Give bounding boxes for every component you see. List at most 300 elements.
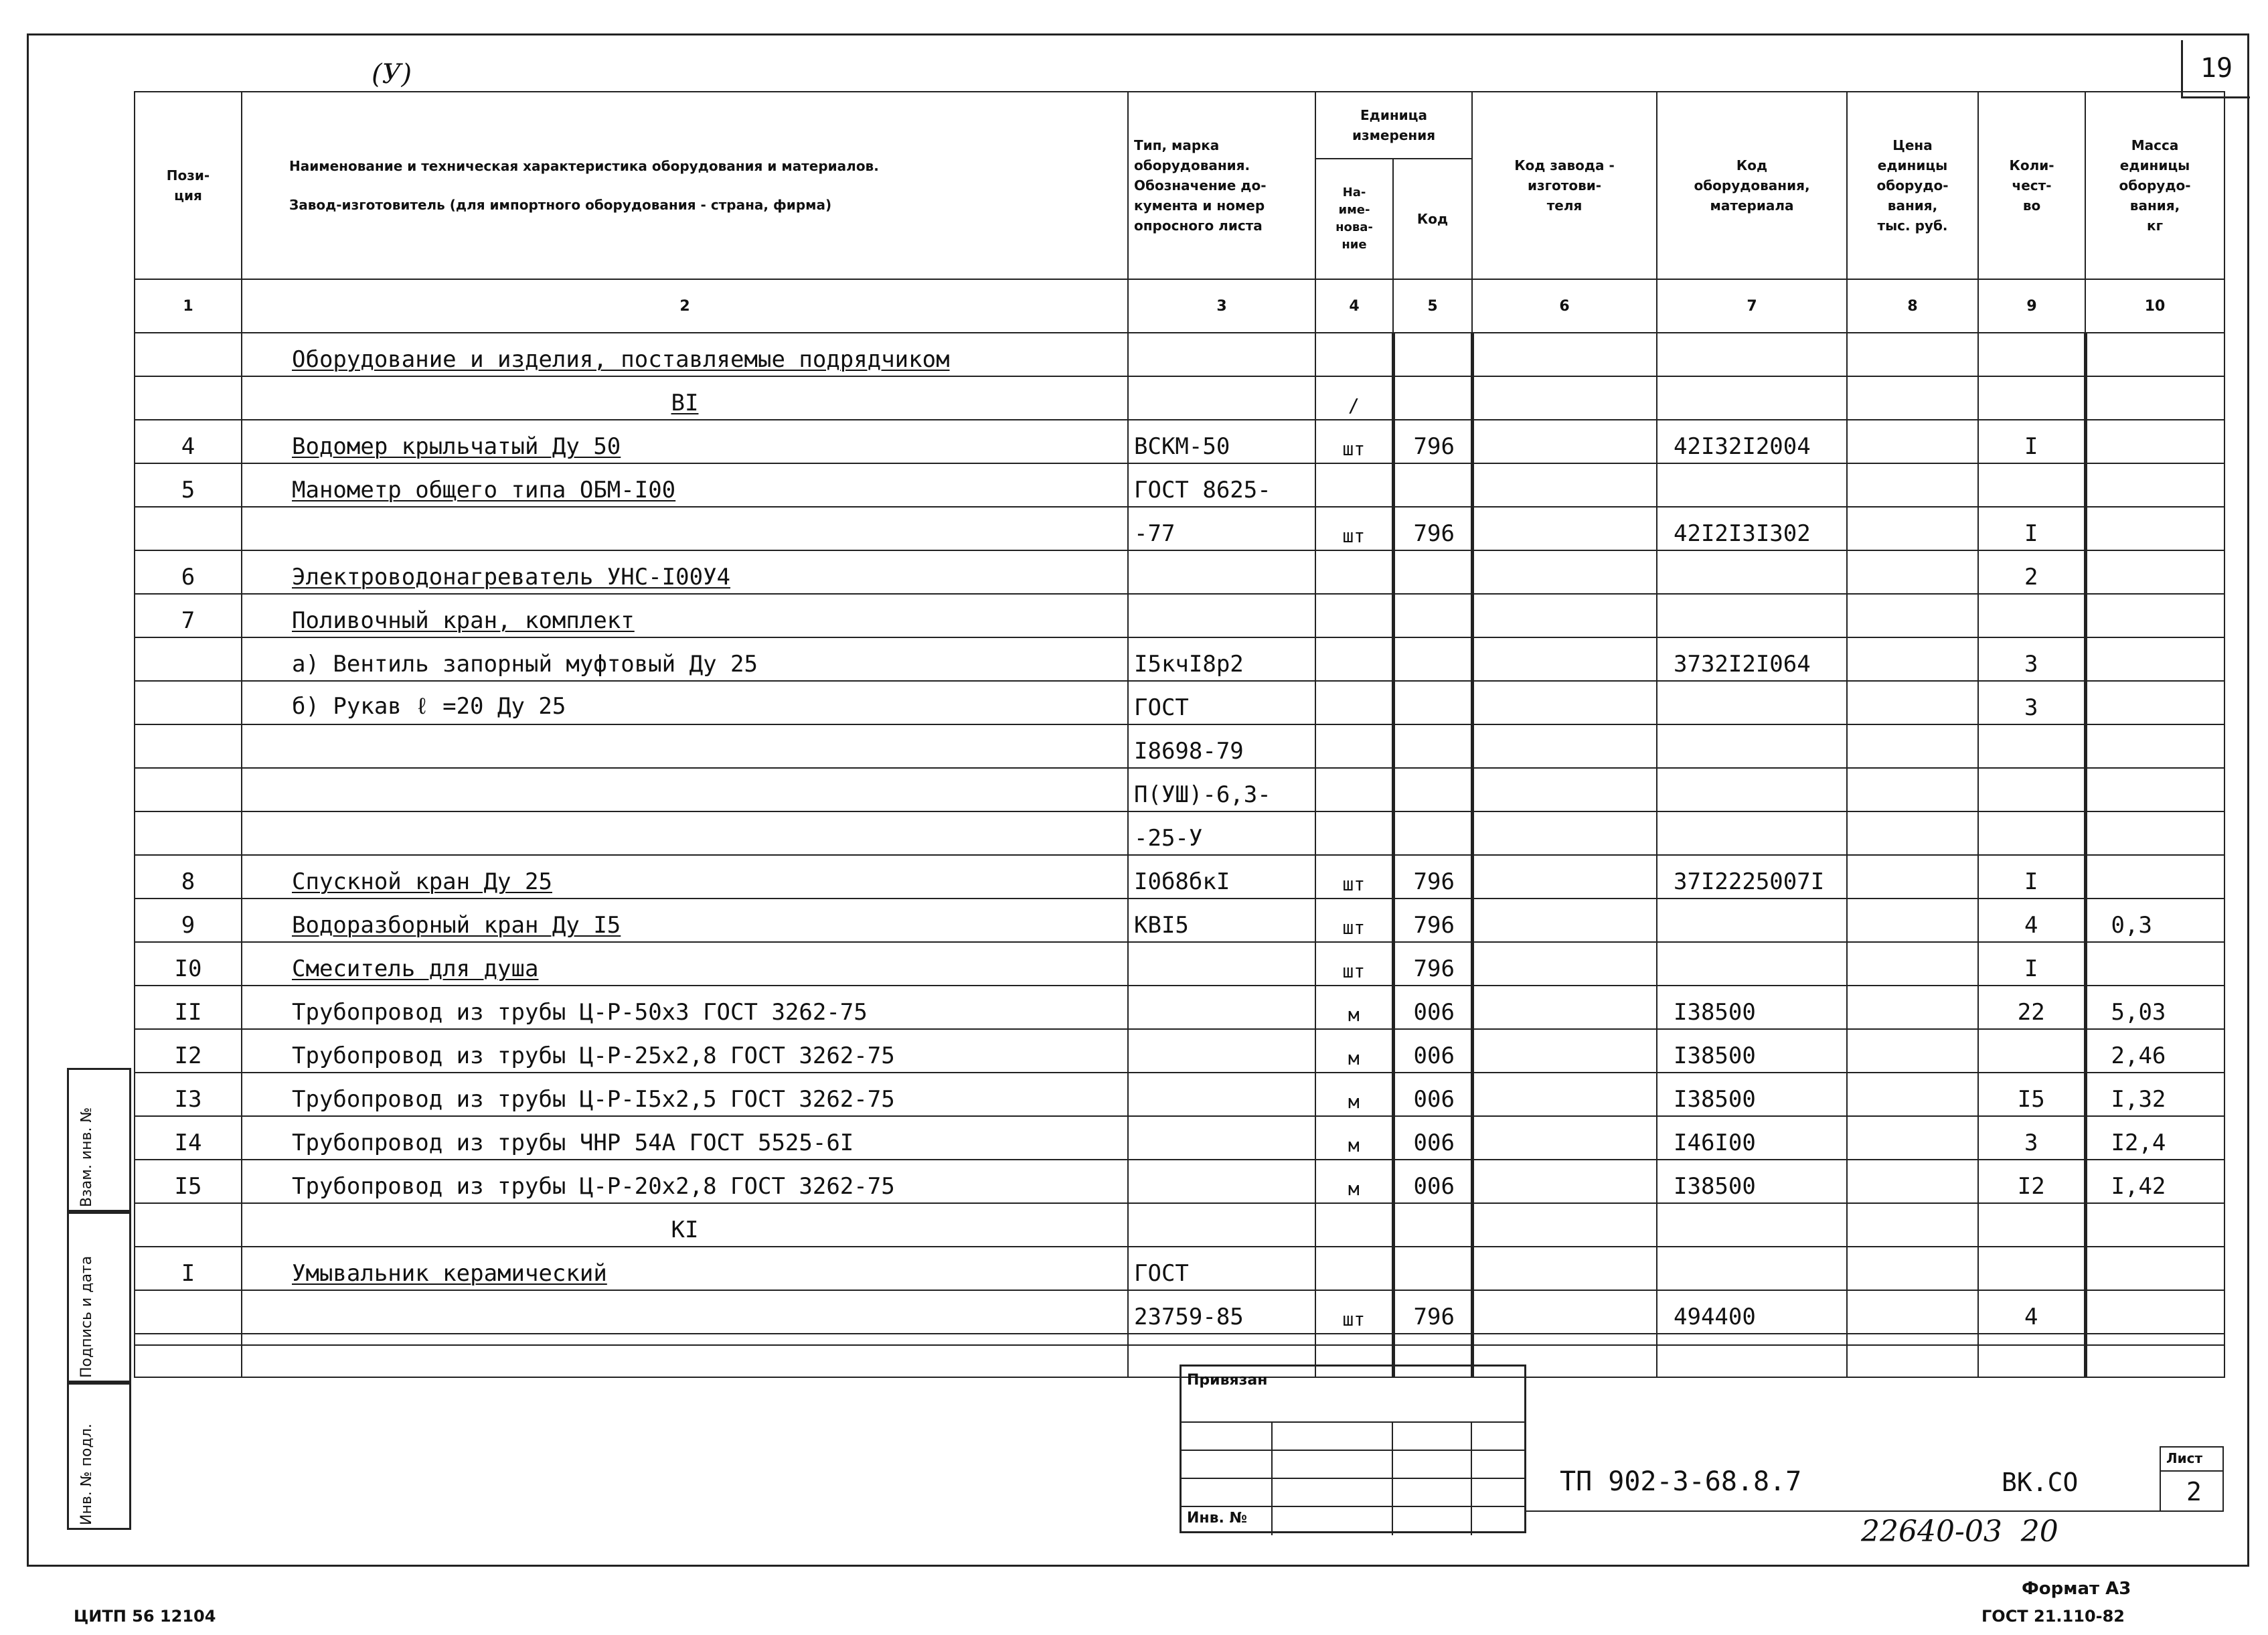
- row-position: [135, 333, 242, 376]
- column-number-10: 10: [2085, 279, 2224, 333]
- row-unit: шт: [1315, 942, 1393, 986]
- row-plant-code: [1472, 507, 1657, 550]
- table-row: [135, 811, 2224, 855]
- row-quantity: [1978, 1334, 2085, 1377]
- row-unit-code: [1393, 550, 1472, 594]
- row-quantity: I5: [1978, 1073, 2085, 1116]
- row-unit: [1315, 637, 1393, 681]
- side-label-inv: Инв. № подл.: [78, 1423, 95, 1525]
- specification-table: [134, 91, 2225, 1378]
- col-header-plant-code: Код завода - изготови- теля: [1472, 92, 1657, 279]
- row-mass: [2085, 463, 2224, 507]
- row-position: [135, 1290, 242, 1334]
- row-position: [135, 637, 242, 681]
- row-name: Электроводонагреватель УНС-I00У4: [242, 550, 1128, 594]
- row-position: [135, 376, 242, 420]
- table-row: [135, 1116, 2224, 1160]
- row-price: [1847, 724, 1978, 768]
- row-price: [1847, 1203, 1978, 1247]
- row-unit: м: [1315, 1116, 1393, 1160]
- row-position: I3: [135, 1073, 242, 1116]
- row-material-code: 42I2I3I302: [1657, 507, 1847, 550]
- row-unit-code: [1393, 768, 1472, 811]
- row-name: Манометр общего типа ОБМ-I00: [242, 463, 1128, 507]
- row-price: [1847, 594, 1978, 637]
- row-price: [1847, 811, 1978, 855]
- row-type: ГОСТ: [1128, 681, 1315, 724]
- row-material-code: I38500: [1657, 1160, 1847, 1203]
- row-quantity: 3: [1978, 681, 2085, 724]
- row-plant-code: [1472, 550, 1657, 594]
- row-unit: м: [1315, 1160, 1393, 1203]
- row-unit: [1315, 1247, 1393, 1290]
- row-name: [242, 1290, 1128, 1334]
- row-material-code: [1657, 811, 1847, 855]
- table-row: [135, 768, 2224, 811]
- row-position: I2: [135, 1029, 242, 1073]
- table-row: [135, 420, 2224, 463]
- row-unit: шт: [1315, 1290, 1393, 1334]
- row-unit-code: [1393, 637, 1472, 681]
- row-unit: [1315, 1203, 1393, 1247]
- row-type: ГОСТ 8625-: [1128, 463, 1315, 507]
- side-box-inv: [67, 1383, 131, 1530]
- row-unit-code: 796: [1393, 1290, 1472, 1334]
- column-number-1: 1: [135, 279, 242, 333]
- row-mass: 5,03: [2085, 986, 2224, 1029]
- row-name: [242, 724, 1128, 768]
- row-price: [1847, 1116, 1978, 1160]
- row-unit-code: [1393, 1247, 1472, 1290]
- row-material-code: [1657, 942, 1847, 986]
- row-type: I8698-79: [1128, 724, 1315, 768]
- row-type: П(УШ)-6,3-: [1128, 768, 1315, 811]
- table-row: [135, 855, 2224, 899]
- row-material-code: I38500: [1657, 1073, 1847, 1116]
- row-plant-code: [1472, 942, 1657, 986]
- row-price: [1847, 1029, 1978, 1073]
- row-position: 5: [135, 463, 242, 507]
- row-unit: шт: [1315, 855, 1393, 899]
- col-header-unit-group: Единица измерения: [1315, 92, 1472, 159]
- row-quantity: [1978, 376, 2085, 420]
- table-row: [135, 507, 2224, 550]
- table-row: [135, 681, 2224, 724]
- row-mass: [2085, 507, 2224, 550]
- column-number-4: 4: [1315, 279, 1393, 333]
- column-number-7: 7: [1657, 279, 1847, 333]
- row-type: [1128, 333, 1315, 376]
- row-mass: [2085, 637, 2224, 681]
- row-unit-code: 006: [1393, 1160, 1472, 1203]
- row-unit-code: [1393, 463, 1472, 507]
- row-quantity: [1978, 768, 2085, 811]
- row-material-code: [1657, 594, 1847, 637]
- row-type: КВI5: [1128, 899, 1315, 942]
- row-plant-code: [1472, 637, 1657, 681]
- row-name: Оборудование и изделия, поставляемые подрядчиком: [242, 333, 1128, 376]
- row-position: [135, 724, 242, 768]
- row-price: [1847, 855, 1978, 899]
- col-header-name-line2: Завод-изготовитель (для импортного оборудования - страна, фирма): [289, 197, 832, 213]
- row-unit: [1315, 594, 1393, 637]
- row-type: [1128, 1116, 1315, 1160]
- row-name: Трубопровод из трубы Ц-Р-50х3 ГОСТ 3262-75: [242, 986, 1128, 1029]
- row-unit-code: [1393, 1203, 1472, 1247]
- handwritten-number: 22640-03 20: [1861, 1514, 2058, 1549]
- table-row: [135, 942, 2224, 986]
- table-row: [135, 1029, 2224, 1073]
- row-type: [1128, 550, 1315, 594]
- list-label: Лист: [2166, 1450, 2203, 1466]
- row-price: [1847, 899, 1978, 942]
- row-unit: [1315, 811, 1393, 855]
- row-name: BI: [242, 376, 1128, 420]
- row-mass: [2085, 768, 2224, 811]
- row-quantity: [1978, 1247, 2085, 1290]
- row-unit: [1315, 768, 1393, 811]
- row-position: [135, 1334, 242, 1377]
- row-type: I5кчI8р2: [1128, 637, 1315, 681]
- row-position: 7: [135, 594, 242, 637]
- row-material-code: 42I32I2004: [1657, 420, 1847, 463]
- row-unit: м: [1315, 986, 1393, 1029]
- row-name: Смеситель для душа: [242, 942, 1128, 986]
- row-type: -25-У: [1128, 811, 1315, 855]
- row-name: [242, 768, 1128, 811]
- row-quantity: 4: [1978, 899, 2085, 942]
- row-position: 9: [135, 899, 242, 942]
- col-header-name: [242, 92, 1128, 279]
- row-price: [1847, 550, 1978, 594]
- row-quantity: 2: [1978, 550, 2085, 594]
- row-quantity: [1978, 724, 2085, 768]
- row-quantity: [1978, 811, 2085, 855]
- row-unit-code: 006: [1393, 1116, 1472, 1160]
- row-type: [1128, 1073, 1315, 1116]
- row-material-code: [1657, 681, 1847, 724]
- col-header-mass: Масса единицы оборудо- вания, кг: [2085, 92, 2224, 279]
- row-quantity: [1978, 1029, 2085, 1073]
- row-price: [1847, 420, 1978, 463]
- row-quantity: I: [1978, 507, 2085, 550]
- row-type: ВСКМ-50: [1128, 420, 1315, 463]
- row-price: [1847, 1290, 1978, 1334]
- row-price: [1847, 1247, 1978, 1290]
- table-row: [135, 1290, 2224, 1334]
- row-unit-code: 796: [1393, 507, 1472, 550]
- row-plant-code: [1472, 1029, 1657, 1073]
- list-number: 2: [2186, 1477, 2202, 1506]
- row-name: [242, 811, 1128, 855]
- row-quantity: 3: [1978, 637, 2085, 681]
- row-quantity: I: [1978, 942, 2085, 986]
- doc-code: ТП 902-3-68.8.7: [1560, 1466, 1802, 1497]
- row-unit-code: 796: [1393, 899, 1472, 942]
- column-number-row: [135, 279, 2224, 333]
- row-position: [135, 681, 242, 724]
- footer-right: ГОСТ 21.110-82: [1981, 1607, 2125, 1626]
- col-header-price: Цена единицы оборудо- вания, тыс. руб.: [1847, 92, 1978, 279]
- row-quantity: [1978, 333, 2085, 376]
- column-number-6: 6: [1472, 279, 1657, 333]
- row-unit: м: [1315, 1029, 1393, 1073]
- row-mass: [2085, 811, 2224, 855]
- row-type: I0б8бкI: [1128, 855, 1315, 899]
- row-mass: [2085, 942, 2224, 986]
- row-price: [1847, 1334, 1978, 1377]
- row-plant-code: [1472, 986, 1657, 1029]
- row-unit: шт: [1315, 507, 1393, 550]
- col-header-position: Пози- ция: [135, 92, 242, 279]
- row-type: ГОСТ: [1128, 1247, 1315, 1290]
- row-unit: шт: [1315, 899, 1393, 942]
- row-position: I0: [135, 942, 242, 986]
- row-quantity: [1978, 594, 2085, 637]
- column-number-9: 9: [1978, 279, 2085, 333]
- row-price: [1847, 376, 1978, 420]
- row-quantity: I: [1978, 420, 2085, 463]
- row-price: [1847, 986, 1978, 1029]
- list-box: [2160, 1446, 2224, 1512]
- row-unit-code: [1393, 681, 1472, 724]
- row-material-code: [1657, 376, 1847, 420]
- table-row: [135, 637, 2224, 681]
- row-mass: 2,46: [2085, 1029, 2224, 1073]
- side-label-podpis: Подпись и дата: [78, 1255, 95, 1378]
- row-name: Поливочный кран, комплект: [242, 594, 1128, 637]
- row-quantity: 4: [1978, 1290, 2085, 1334]
- row-mass: [2085, 681, 2224, 724]
- row-mass: I2,4: [2085, 1116, 2224, 1160]
- row-price: [1847, 1073, 1978, 1116]
- row-price: [1847, 463, 1978, 507]
- row-mass: [2085, 333, 2224, 376]
- row-type: 23759-85: [1128, 1290, 1315, 1334]
- row-unit-code: [1393, 333, 1472, 376]
- column-number-3: 3: [1128, 279, 1315, 333]
- row-unit-code: 006: [1393, 986, 1472, 1029]
- col-header-unit-name: На- име- нова- ние: [1315, 159, 1393, 279]
- footer-left: ЦИТП 56 12104: [74, 1607, 216, 1626]
- row-plant-code: [1472, 420, 1657, 463]
- row-mass: [2085, 855, 2224, 899]
- table-row: [135, 333, 2224, 376]
- row-type: -77: [1128, 507, 1315, 550]
- table-row: [135, 724, 2224, 768]
- row-material-code: [1657, 550, 1847, 594]
- row-material-code: [1657, 899, 1847, 942]
- row-name: KI: [242, 1203, 1128, 1247]
- row-mass: I,42: [2085, 1160, 2224, 1203]
- row-material-code: [1657, 768, 1847, 811]
- row-name: Трубопровод из трубы ЧНР 54А ГОСТ 5525-6I: [242, 1116, 1128, 1160]
- col-header-name-line1: Наименование и техническая характеристика оборудования и материалов.: [289, 158, 879, 174]
- row-mass: [2085, 594, 2224, 637]
- row-material-code: [1657, 1334, 1847, 1377]
- table-row: [135, 594, 2224, 637]
- row-price: [1847, 768, 1978, 811]
- row-type: [1128, 986, 1315, 1029]
- row-plant-code: [1472, 1116, 1657, 1160]
- row-name: Трубопровод из трубы Ц-Р-20х2,8 ГОСТ 3262-75: [242, 1160, 1128, 1203]
- row-plant-code: [1472, 1160, 1657, 1203]
- header-row: [135, 92, 2224, 159]
- row-position: [135, 768, 242, 811]
- row-plant-code: [1472, 811, 1657, 855]
- col-header-unit-code: Код: [1393, 159, 1472, 279]
- row-name: Трубопровод из трубы Ц-Р-25х2,8 ГОСТ 3262-75: [242, 1029, 1128, 1073]
- row-position: II: [135, 986, 242, 1029]
- row-material-code: 37I2225007I: [1657, 855, 1847, 899]
- row-mass: [2085, 1247, 2224, 1290]
- row-mass: [2085, 1334, 2224, 1377]
- row-mass: I,32: [2085, 1073, 2224, 1116]
- row-position: 6: [135, 550, 242, 594]
- row-position: [135, 811, 242, 855]
- row-plant-code: [1472, 376, 1657, 420]
- sheet-corner-number: 19: [2181, 40, 2250, 98]
- col-header-material-code: Код оборудования, материала: [1657, 92, 1847, 279]
- row-type: [1128, 1029, 1315, 1073]
- row-unit: [1315, 333, 1393, 376]
- row-material-code: [1657, 1247, 1847, 1290]
- row-material-code: [1657, 724, 1847, 768]
- table-row: [135, 986, 2224, 1029]
- row-name: [242, 507, 1128, 550]
- row-mass: [2085, 724, 2224, 768]
- table-row: [135, 376, 2224, 420]
- stamp-letter: (У): [372, 59, 412, 90]
- table-row: [135, 1160, 2224, 1203]
- row-type: [1128, 1203, 1315, 1247]
- row-plant-code: [1472, 463, 1657, 507]
- row-type: [1128, 942, 1315, 986]
- row-plant-code: [1472, 724, 1657, 768]
- row-name: б) Рукав ℓ =20 Ду 25: [242, 681, 1128, 724]
- row-plant-code: [1472, 1073, 1657, 1116]
- doc-mark: ВК.СО: [2002, 1468, 2079, 1497]
- row-position: I4: [135, 1116, 242, 1160]
- row-unit-code: [1393, 376, 1472, 420]
- table-row: [135, 550, 2224, 594]
- row-unit: /: [1315, 376, 1393, 420]
- row-name: а) Вентиль запорный муфтовый Ду 25: [242, 637, 1128, 681]
- row-position: 4: [135, 420, 242, 463]
- row-material-code: I46I00: [1657, 1116, 1847, 1160]
- row-mass: [2085, 1290, 2224, 1334]
- row-unit: м: [1315, 1073, 1393, 1116]
- row-unit-code: 796: [1393, 420, 1472, 463]
- row-type: [1128, 1160, 1315, 1203]
- row-material-code: [1657, 463, 1847, 507]
- row-unit: [1315, 550, 1393, 594]
- row-unit-code: 006: [1393, 1073, 1472, 1116]
- row-material-code: I38500: [1657, 1029, 1847, 1073]
- row-unit-code: [1393, 594, 1472, 637]
- row-plant-code: [1472, 768, 1657, 811]
- row-position: I: [135, 1247, 242, 1290]
- row-plant-code: [1472, 333, 1657, 376]
- row-price: [1847, 942, 1978, 986]
- row-name: Водоразборный кран Ду I5: [242, 899, 1128, 942]
- row-quantity: I: [1978, 855, 2085, 899]
- row-name: [242, 1334, 1128, 1377]
- table-row: [135, 463, 2224, 507]
- column-number-5: 5: [1393, 279, 1472, 333]
- row-price: [1847, 507, 1978, 550]
- privyazan-label: Привязан: [1187, 1372, 1268, 1389]
- row-plant-code: [1472, 855, 1657, 899]
- row-plant-code: [1472, 1290, 1657, 1334]
- row-quantity: [1978, 463, 2085, 507]
- row-mass: 0,3: [2085, 899, 2224, 942]
- side-box-vzam: [67, 1068, 131, 1212]
- row-unit: [1315, 724, 1393, 768]
- row-unit-code: 796: [1393, 942, 1472, 986]
- row-unit: [1315, 463, 1393, 507]
- row-price: [1847, 333, 1978, 376]
- row-quantity: 3: [1978, 1116, 2085, 1160]
- row-quantity: [1978, 1203, 2085, 1247]
- row-material-code: 494400: [1657, 1290, 1847, 1334]
- col-header-type: Тип, марка оборудования. Обозначение до- кумента и номер опросного листа: [1128, 92, 1315, 279]
- row-material-code: I38500: [1657, 986, 1847, 1029]
- row-unit-code: 006: [1393, 1029, 1472, 1073]
- row-name: Трубопровод из трубы Ц-Р-I5х2,5 ГОСТ 3262-75: [242, 1073, 1128, 1116]
- row-unit-code: [1393, 811, 1472, 855]
- row-plant-code: [1472, 1247, 1657, 1290]
- column-number-8: 8: [1847, 279, 1978, 333]
- row-unit-code: 796: [1393, 855, 1472, 899]
- row-name: Водомер крыльчатый Ду 50: [242, 420, 1128, 463]
- row-price: [1847, 637, 1978, 681]
- row-plant-code: [1472, 899, 1657, 942]
- row-unit-code: [1393, 724, 1472, 768]
- row-material-code: 3732I2I064: [1657, 637, 1847, 681]
- column-number-2: 2: [242, 279, 1128, 333]
- side-box-podpis: [67, 1212, 131, 1383]
- title-block-privyazan: [1180, 1365, 1526, 1533]
- row-unit: шт: [1315, 420, 1393, 463]
- row-price: [1847, 1160, 1978, 1203]
- row-position: I5: [135, 1160, 242, 1203]
- title-block-line: [134, 1344, 2224, 1346]
- row-material-code: [1657, 1203, 1847, 1247]
- side-label-vzam: Взам. инв. №: [78, 1107, 95, 1207]
- inv-no-label: Инв. №: [1187, 1510, 1248, 1527]
- row-position: 8: [135, 855, 242, 899]
- row-name: Спускной кран Ду 25: [242, 855, 1128, 899]
- table-row: [135, 1073, 2224, 1116]
- row-mass: [2085, 1203, 2224, 1247]
- row-plant-code: [1472, 594, 1657, 637]
- row-plant-code: [1472, 1203, 1657, 1247]
- row-price: [1847, 681, 1978, 724]
- row-quantity: I2: [1978, 1160, 2085, 1203]
- table-row: [135, 899, 2224, 942]
- row-unit: [1315, 681, 1393, 724]
- row-type: [1128, 376, 1315, 420]
- format-label: Формат А3: [2022, 1579, 2131, 1599]
- row-quantity: 22: [1978, 986, 2085, 1029]
- row-mass: [2085, 550, 2224, 594]
- col-header-quantity: Коли- чест- во: [1978, 92, 2085, 279]
- row-position: [135, 1203, 242, 1247]
- table-row: [135, 1203, 2224, 1247]
- row-material-code: [1657, 333, 1847, 376]
- row-mass: [2085, 420, 2224, 463]
